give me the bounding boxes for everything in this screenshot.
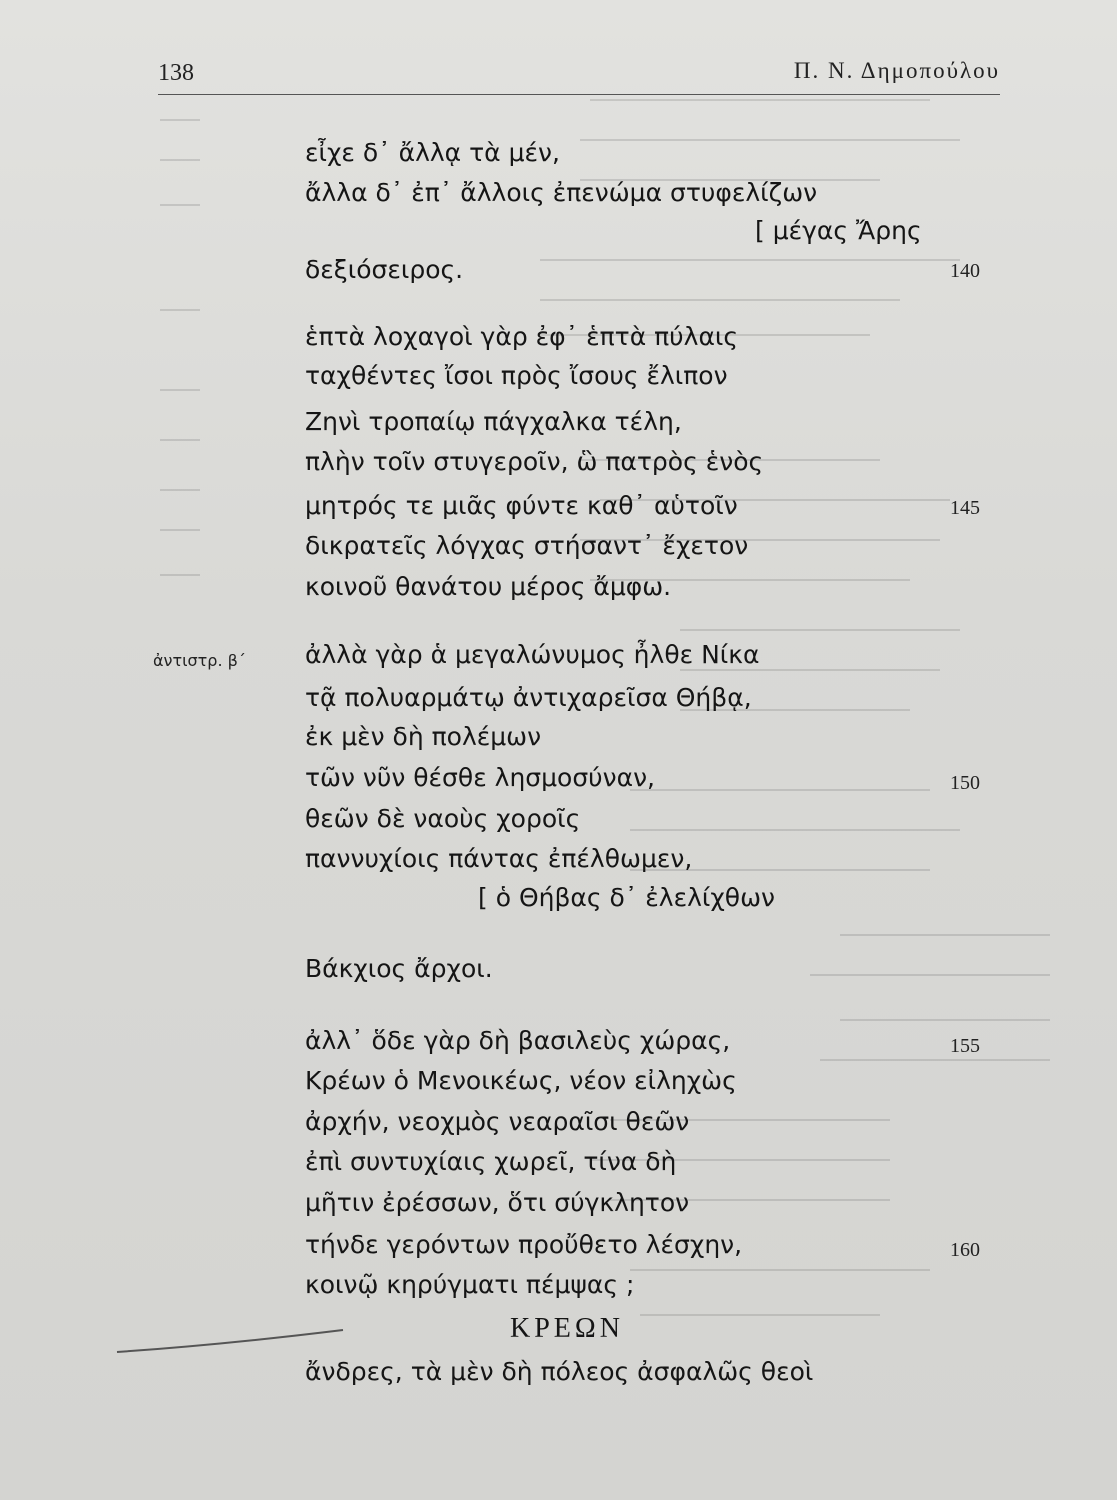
verse-line: δικρατεῖς λόγχας στήσαντ᾽ ἔχετον [305,531,749,560]
running-head: Π. Ν. Δημοπούλου [793,58,1000,83]
line-number: 160 [950,1239,980,1261]
verse-line: [ μέγας Ἄρης [755,216,922,245]
verse-line: τᾷ πολυαρμάτῳ ἀντιχαρεῖσα Θήβᾳ, [305,683,752,712]
speaker-name: ΚΡΕΩΝ [510,1313,624,1344]
verse-line: Βάκχιος ἄρχοι. [305,954,493,983]
verse-line: ἑπτὰ λοχαγοὶ γὰρ ἐφ᾽ ἑπτὰ πύλαις [305,322,739,351]
verse-line: μητρός τε μιᾶς φύντε καθ᾽ αὑτοῖν [305,491,738,520]
verse-line: θεῶν δὲ ναοὺς χοροῖς [305,804,581,833]
verse-line: ἐκ μὲν δὴ πολέμων [305,722,542,751]
verse-line: ἄλλα δ᾽ ἐπ᾽ ἄλλοις ἐπενώμα στυφελίζων [305,178,818,207]
verse-line: κοινοῦ θανάτου μέρος ἄμφω. [305,572,672,601]
verse-line: ταχθέντες ἴσοι πρὸς ἴσους ἔλιπον [305,361,728,390]
verse-line: Ζηνὶ τροπαίῳ πάγχαλκα τέλη, [305,407,682,436]
verse-line: δεξιόσειρος. [305,255,464,284]
verse-line: ἐπὶ συντυχίαις χωρεῖ, τίνα δὴ [305,1147,677,1176]
verse-line: κοινῷ κηρύγματι πέμψας ; [305,1270,635,1299]
verse-line: ἀλλ᾽ ὅδε γὰρ δὴ βασιλεὺς χώρας, [305,1026,731,1055]
verse-line: παννυχίοις πάντας ἐπέλθωμεν, [305,844,693,873]
line-number: 140 [950,260,980,282]
verse-line: [ ὁ Θήβας δ᾽ ἐλελίχθων [478,883,775,912]
antistrophe-label: ἀντιστρ. β΄ [153,651,246,670]
line-number: 155 [950,1035,980,1057]
pencil-mark [115,1318,345,1358]
verse-line: ἄνδρες, τὰ μὲν δὴ πόλεος ἀσφαλῶς θεοὶ [305,1357,814,1386]
verse-line: μῆτιν ἐρέσσων, ὅτι σύγκλητον [305,1188,690,1217]
verse-line: Κρέων ὁ Μενοικέως, νέον εἰληχὼς [305,1066,737,1095]
verse-line: ἀρχήν, νεοχμὸς νεαραῖσι θεῶν [305,1107,690,1136]
line-number: 150 [950,772,980,794]
verse-line: πλὴν τοῖν στυγεροῖν, ὣ πατρὸς ἑνὸς [305,447,764,476]
page-header [158,58,1000,95]
verse-line: τῶν νῦν θέσθε λησμοσύναν, [305,763,655,792]
verse-line: τήνδε γερόντων προὔθετο λέσχην, [305,1230,743,1259]
line-number: 145 [950,497,980,519]
page-number: 138 [158,60,194,86]
verse-line: ἀλλὰ γὰρ ἁ μεγαλώνυμος ἦλθε Νίκα [305,640,760,669]
verse-line: εἶχε δ᾽ ἄλλᾳ τὰ μέν, [305,138,560,167]
